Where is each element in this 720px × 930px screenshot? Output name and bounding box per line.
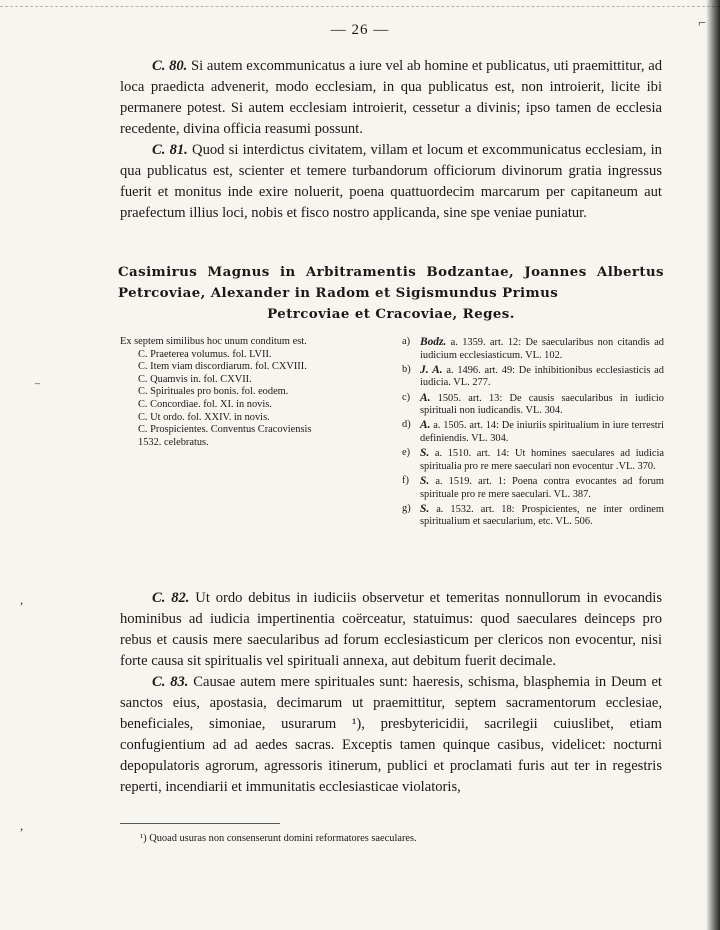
- note-key: c): [402, 391, 411, 403]
- note-siglum: Bodz.: [420, 336, 447, 348]
- concordance-column: [120, 336, 382, 449]
- note-siglum: A.: [420, 391, 431, 404]
- margin-mark: ,: [20, 818, 24, 833]
- note-text: a. 1519. art. 1: Poena contra evocantes ad forum spirituale pro re mere saeculari. VL. 387.: [420, 475, 664, 500]
- scan-edge-shadow: [706, 0, 720, 930]
- note-key: e): [402, 447, 411, 459]
- note-key: b): [402, 363, 411, 375]
- footnote: [140, 832, 417, 846]
- paragraph-text: Causae autem mere spirituales sunt: haeresis, schisma, blasphemia in Deum et sanctos eius, apostasia, decimarum ut praemittitur, septem sacramentorum ecclesiae, beneficiales, simoniae, usurarum ¹), presbytericidii, sacrilegii cuiuslibet, etiam confugientium ad ad aedes sacras. Exceptis tamen quinque casibus, videlicet: nocturni depopulatoris agrorum, agressoris itinerum, publici et proclamati furis aut ter in regestris reperti, incendiarii et immunitatis ecclesiasticae violatoris,: [120, 674, 662, 795]
- note-key: a): [402, 336, 411, 347]
- concordance-item: C. Prospicientes. Conventus Cracoviensis: [138, 424, 312, 436]
- corner-mark: ⌐: [698, 16, 706, 31]
- source-note: [402, 503, 664, 529]
- paragraph-text: Si autem excommunicatus a iure vel ab homine et publicatus, uti praemittitur, ad loca praedicta advenerit, modo ecclesiam, in qua publicatus est, non introierit, licite ibi permanere potest. Si autem ecclesiam introierit, cessetur a divinis; ipso tamen de ecclesia recedente, divina officia reasumi possunt.: [120, 58, 662, 137]
- section-2-text: [120, 588, 662, 798]
- concordance-item: C. Praeterea volumus. fol. LVII.: [138, 348, 272, 360]
- source-note: [402, 392, 664, 418]
- source-note: [402, 475, 664, 501]
- margin-mark: ,: [20, 592, 24, 607]
- concordance-item: C. Ut ordo. fol. XXIV. in novis.: [138, 411, 270, 423]
- footnote-rule: [120, 823, 280, 824]
- sources-column: [402, 336, 664, 530]
- paragraph-81: [120, 140, 662, 224]
- paragraph-text: Quod si interdictus civitatem, villam et locum et excommunicatus ecclesiam, in qua publicatus est, scienter et temere turbandorum officiorum divinorum gratia ingressus fuerit et monitus inde exire noluerit, poena quattuordecim marcarum per capitaneum aut praefectum illius loci, nobis et fisco nostro applicanda, sine spe veniae puniatur.: [120, 142, 662, 221]
- concordance-intro: Ex septem similibus hoc unum conditum est.: [120, 336, 307, 347]
- note-key: f): [402, 474, 409, 486]
- paragraph-number: C. 81.: [152, 142, 188, 158]
- concordance-item: C. Spirituales pro bonis. fol. eodem.: [138, 386, 289, 398]
- margin-mark: ⁻: [34, 378, 41, 393]
- paragraph-82: [120, 588, 662, 672]
- note-text: a. 1532. art. 18: Prospicientes, ne inter ordinem spiritualium et saecularium, etc. VL. 506.: [420, 503, 664, 528]
- concordance-item: C. Concordiae. fol. XI. in novis.: [138, 398, 272, 410]
- source-note: [402, 419, 664, 445]
- paragraph-80: [120, 56, 662, 140]
- note-siglum: J. A.: [420, 363, 443, 376]
- title-main: Casimirus Magnus in Arbitramentis Bodzantae, Joannes Albertus Petrcoviae, Alexander in Radom et Sigismundus Primus: [118, 264, 664, 301]
- top-dashed-rule: [0, 6, 720, 7]
- note-text: a. 1510. art. 14: Ut homines saeculares ad iudicia spiritualia pro re mere saeculari non evocentur .VL. 370.: [420, 448, 664, 472]
- note-siglum: A.: [420, 419, 431, 432]
- note-siglum: S.: [420, 447, 430, 460]
- note-text: a. 1496. art. 49: De inhibitionibus ecclesiasticis ad iudicia. VL. 277.: [420, 364, 664, 389]
- concordance-item-continuation: 1532. celebratus.: [138, 436, 209, 448]
- concordance-item: C. Item viam discordiarum. fol. CXVIII.: [138, 361, 307, 373]
- note-siglum: S.: [420, 502, 430, 515]
- title-last-line: Petrcoviae et Cracoviae, Reges.: [267, 306, 515, 322]
- footnote-text: Quoad usuras non consenserunt domini reformatores saeculares.: [149, 833, 417, 844]
- note-text: a. 1359. art. 12: De saecularibus non citandis ad iudicium ecclesiasticum. VL. 102.: [420, 337, 664, 361]
- concordance-item: C. Quamvis in. fol. CXVII.: [138, 373, 252, 385]
- section-title: [118, 262, 664, 325]
- note-key: d): [402, 419, 411, 431]
- note-text: a. 1505. art. 14: De iniuriis spiritualium in iure terrestri definiendis. VL. 304.: [420, 420, 664, 444]
- paragraph-number: C. 82.: [152, 590, 190, 606]
- source-note: [402, 336, 664, 362]
- source-note: [402, 447, 664, 473]
- footnote-mark: ¹): [140, 833, 147, 844]
- note-text: 1505. art. 13: De causis saecularibus in iudicio spirituali non iudicandis. VL. 304.: [420, 392, 664, 417]
- section-1-text: [120, 56, 662, 224]
- paragraph-text: Ut ordo debitus in iudiciis observetur et temeritas nonnullorum in evocandis hominibus ad iudicia impertinentia coërceatur, statuimus: quod saeculares deinceps pro rebus et causis mere saecularibus ad forum ecclesiasticum per clericos non evocentur, nisi forte causa sit spiritualis vel spirituali annexa, aut debitum fuerit decimale.: [120, 590, 662, 669]
- source-note: [402, 364, 664, 390]
- paragraph-83: [120, 672, 662, 798]
- note-siglum: S.: [420, 474, 430, 487]
- page-number: — 26 —: [330, 22, 390, 38]
- paragraph-number: C. 83.: [152, 674, 189, 690]
- paragraph-number: C. 80.: [152, 58, 188, 74]
- note-key: g): [402, 502, 411, 514]
